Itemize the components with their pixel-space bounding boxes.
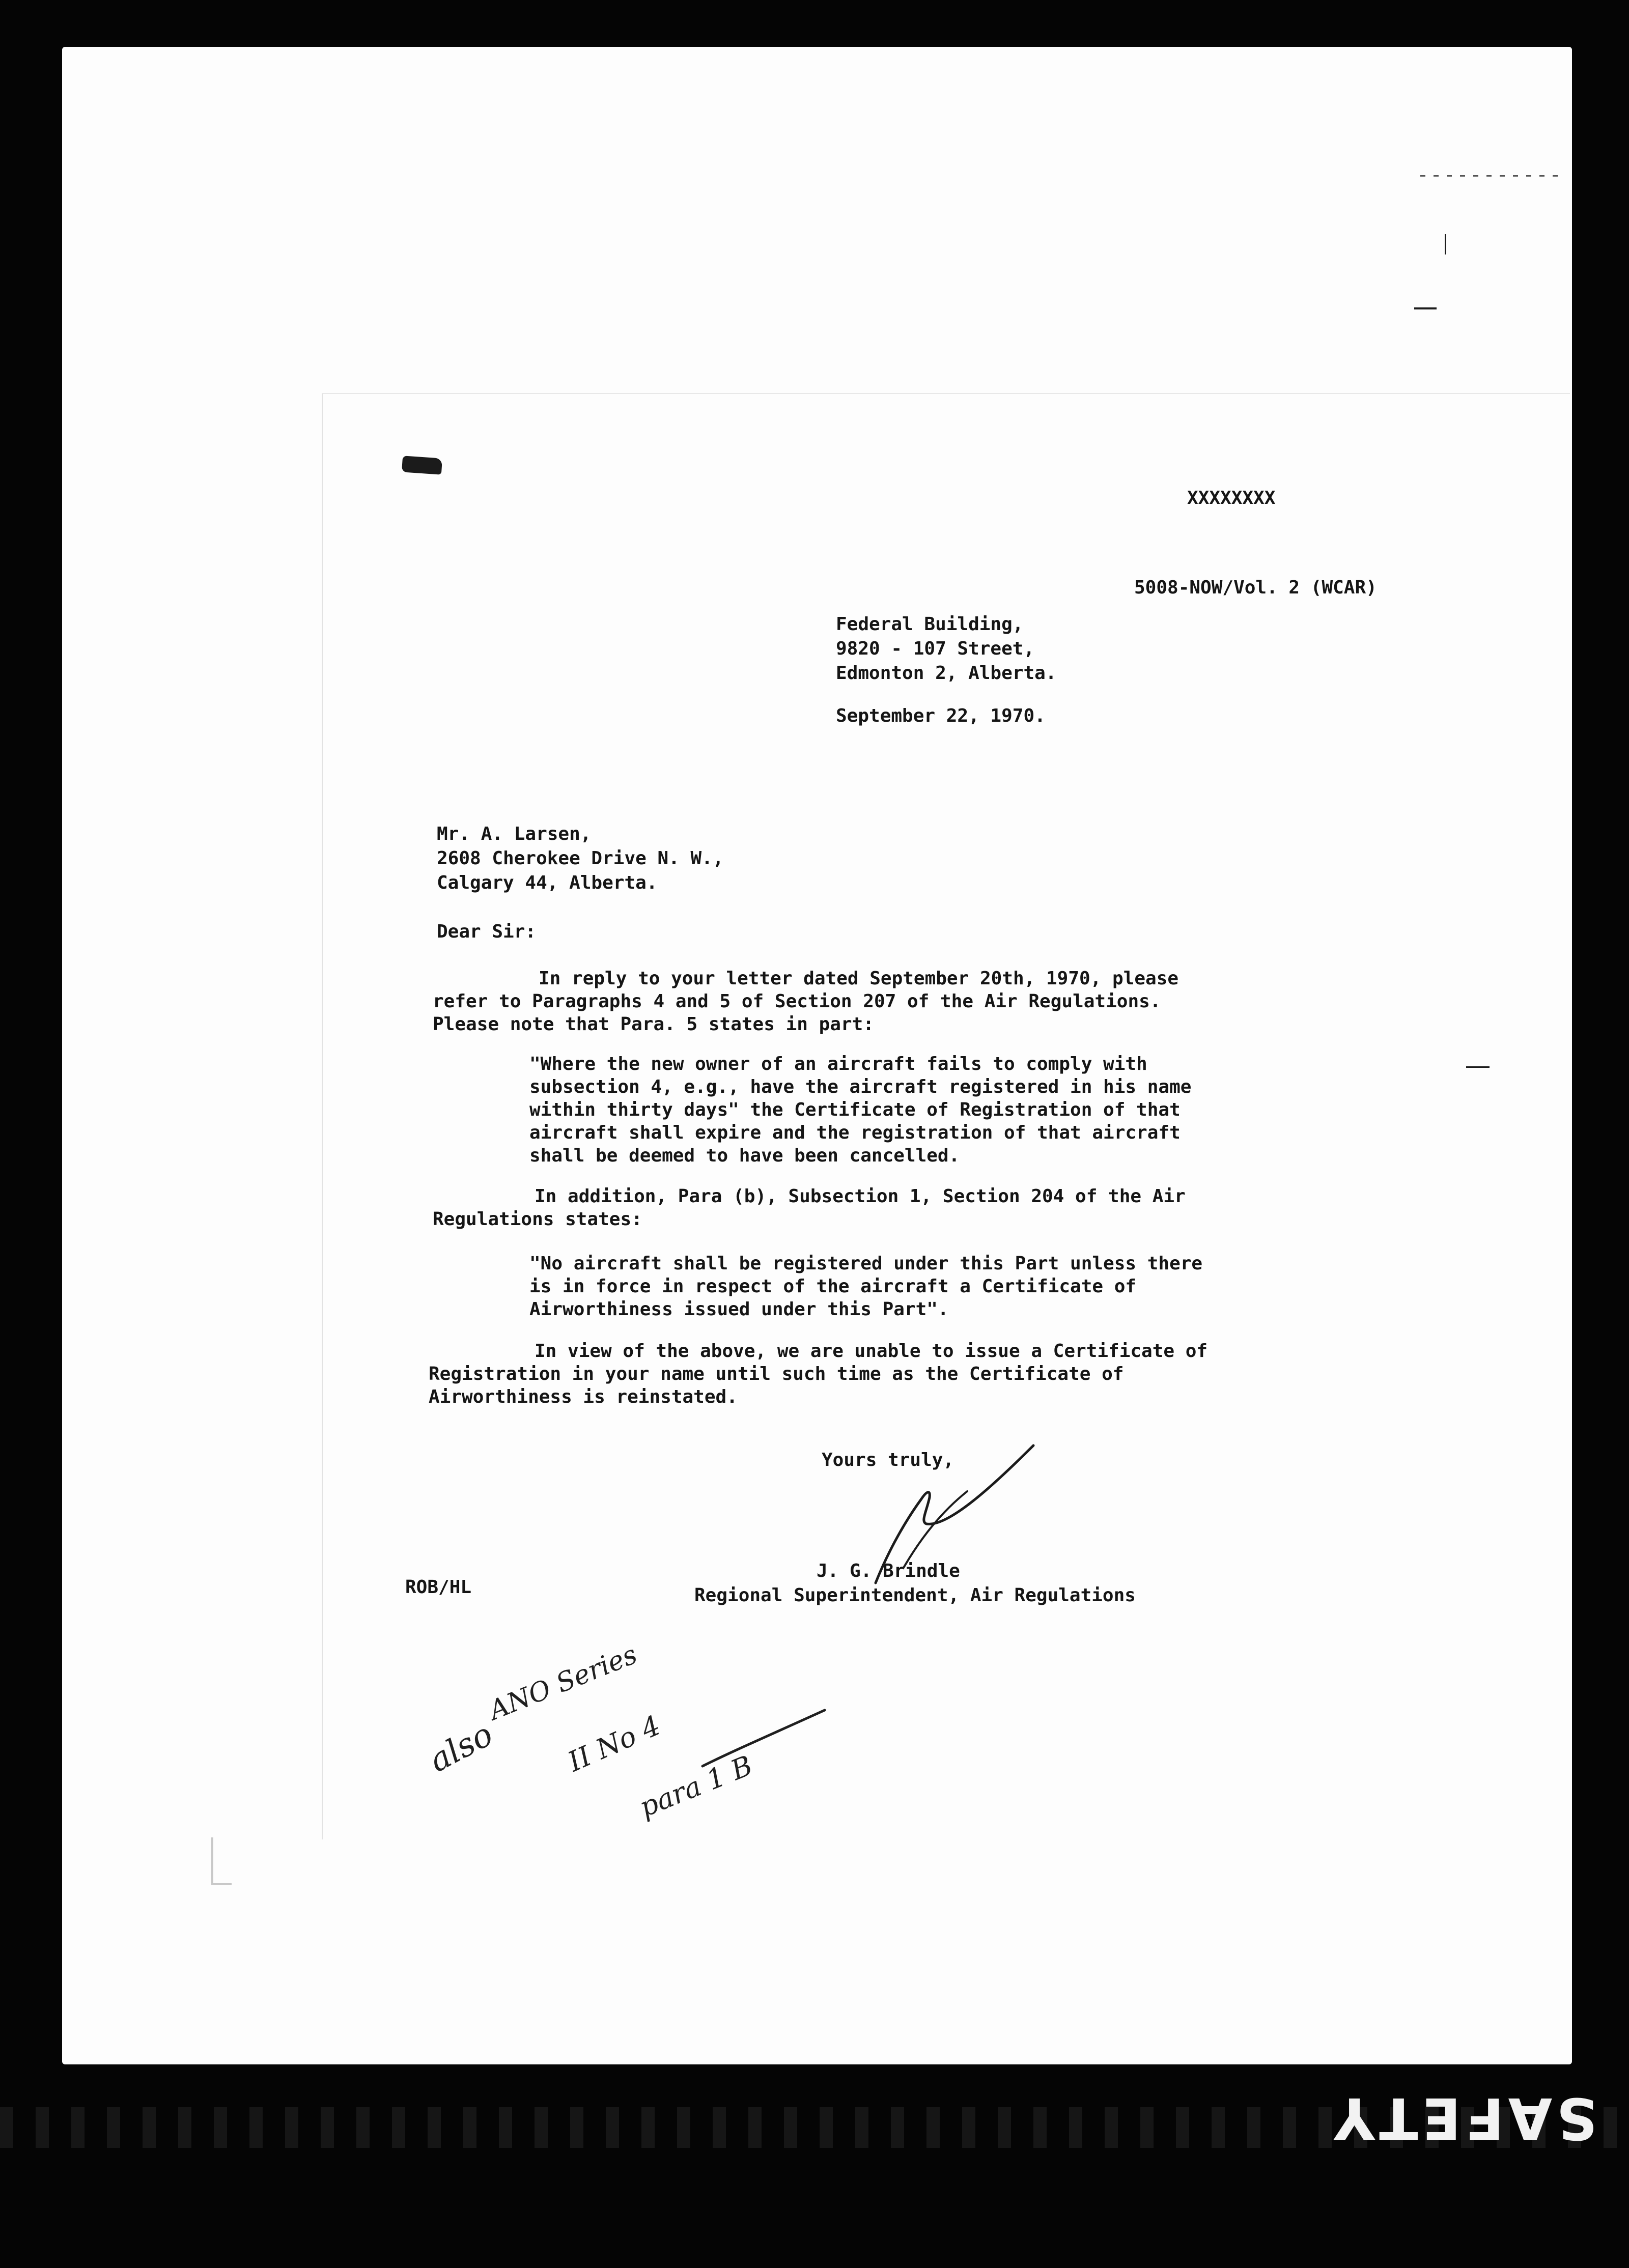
sender-address-line-2: 9820 - 107 Street,: [836, 638, 1035, 659]
quoted-regulation-1: "Where the new owner of an aircraft fails to comply with subsection 4, e.g., have the aircraft registered in his name within thirty days" the Certificate of Registration of that aircraft shall expire and the registration of that aircraft shall be deemed to have been cancelled.: [529, 1054, 1192, 1166]
typist-initials: ROB/HL: [405, 1577, 472, 1598]
annotation-line-3: II No 4: [563, 1709, 665, 1778]
scan-mark-left-corner-foot: [211, 1883, 232, 1885]
film-edge-marker: SAFETY: [1330, 2085, 1597, 2151]
handwritten-annotation: [417, 1639, 835, 1832]
body-paragraph-1: In reply to your letter dated September 20th, 1970, please refer to Paragraphs 4 and 5 of Section 207 of the Air Regulations. Please note that Para. 5 states in part:: [433, 968, 1179, 1035]
sender-address-line-3: Edmonton 2, Alberta.: [836, 663, 1057, 684]
handwritten-signature: [865, 1440, 1049, 1593]
signatory-title: Regional Superintendent, Air Regulations: [694, 1585, 1136, 1606]
scan-mark-top-dash: [1420, 175, 1563, 177]
annotation-line-4: para 1 B: [635, 1749, 757, 1824]
letter-date: September 22, 1970.: [836, 705, 1046, 726]
sender-address-line-1: Federal Building,: [836, 614, 1024, 635]
signatory-name: J. G. Brindle: [817, 1561, 960, 1581]
annotation-line-1: also: [423, 1715, 499, 1780]
recipient-address-line-3: Calgary 44, Alberta.: [437, 872, 658, 893]
closing: Yours truly,: [822, 1450, 954, 1470]
annotation-line-2: ANO Series: [485, 1639, 641, 1726]
scan-mark-right-tick: [1466, 1066, 1490, 1068]
quoted-regulation-2: "No aircraft shall be registered under this Part unless there is in force in respect of the aircraft a Certificate of Airworthiness issued under this Part".: [529, 1253, 1203, 1320]
salutation: Dear Sir:: [437, 921, 537, 942]
file-reference: 5008-NOW/Vol. 2 (WCAR): [1134, 577, 1377, 598]
file-mark: XXXXXXXX: [1187, 488, 1276, 508]
scan-mark-right-vertical: [1445, 234, 1446, 254]
body-paragraph-2: In addition, Para (b), Subsection 1, Section 204 of the Air Regulations states:: [433, 1186, 1186, 1230]
scan-mark-arrow: [1414, 307, 1437, 309]
body-paragraph-3: In view of the above, we are unable to issue a Certificate of Registration in your name until such time as the Certificate of Airworthiness is reinstated.: [429, 1341, 1208, 1407]
scan-mark-left-corner: [211, 1837, 213, 1883]
recipient-address-line-1: Mr. A. Larsen,: [437, 824, 592, 844]
ink-mark: [402, 456, 442, 474]
recipient-address-line-2: 2608 Cherokee Drive N. W.,: [437, 848, 724, 869]
